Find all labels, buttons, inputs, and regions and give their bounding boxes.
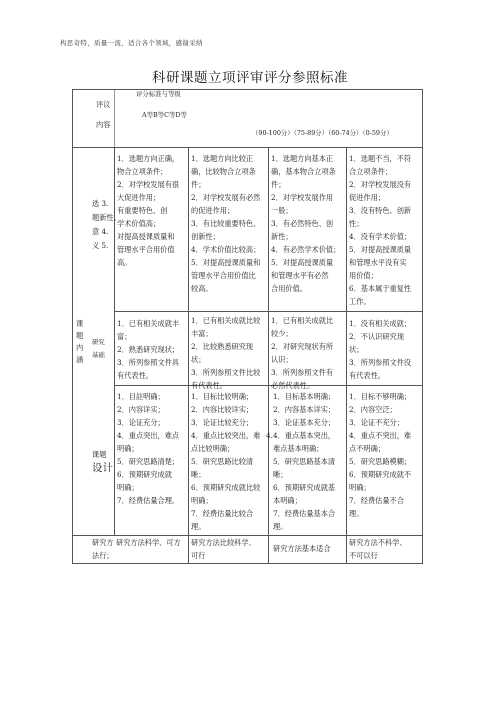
header-note: 构思奇特，质量一流，适合各个领域，感谢采纳 <box>60 39 203 47</box>
cell-foundation-a: 1．已有相关成就丰 富； 2．熟悉研究现状； 3．所列参照文件具 有代表性。 <box>117 319 180 380</box>
cell-design-c: 1．目标基本明确； 2．内容基本详实； 3．论证基本充分； 4．重点基本突出， 难点基本明确； 5．研究思路基本清 晰； 6．预期研究成就基 本明确； 7．经费估量基本合 理。 <box>273 392 336 531</box>
cell-design-c-overlap: 4. <box>266 431 273 440</box>
header-grades: A等B等C等D等 <box>142 111 187 119</box>
cell-method-d: 研究方法不科学、 不可以行 <box>349 538 407 560</box>
page-title: 科研课题立项评审评分参照标准 <box>152 70 348 86</box>
cell-design-b: 1．目标比较明确； 2．内容比较详实； 3．论证比较充分； 4．重点比较突出，难 点比较明确； 5．研究思路比较清 晰； 6．预期研究成就比较 明确； 7．经费估量比较合 理。 <box>191 392 261 531</box>
cell-topic-c: 1．选题方向基本正 确，基本物合立项条 件； 2．对学校发展作用 一般； 3．有必然特色、创 新性； 4．有必然学术价值； 5．对提高授课质量 和管理水平有必然 合用价值。 <box>271 154 341 293</box>
row-label-design: 课题 设计 <box>92 450 113 474</box>
row-label-method: 研究方法行； <box>92 538 114 560</box>
cell-design-d: 1．目标不够明确； 2．内容空泛； 3．论证不充分； 4．重点不突出，难 点不明确； 5．研究思路模糊； 6．预期研究成就不 明确； 7．经费估量不合 理。 <box>349 392 412 518</box>
cell-method-b: 研究方法比较科学、 可行 <box>191 538 256 560</box>
header-diag-top: 评议 <box>96 100 111 109</box>
cell-foundation-b: 1．已有相关成就比较 丰富； 2．比较熟悉研究现 状； 3．所列参照文件比较 有代表性。 <box>191 316 261 390</box>
header-ranges: （90-100分）（75-89分）（60-74分）（0-59分） <box>252 129 393 137</box>
row-label-topic: 选 3. 题新性、 意 4. 义 5. <box>92 199 121 250</box>
cell-method-c: 研究方法基本适合 <box>273 544 331 553</box>
cell-design-a: 1．目註明确； 2．内容详实； 3．论证充分； 4．重点突出，难点 明确； 5．研究思路清楚； 6．预期研究成就 明确； 7．经费估量合理。 <box>117 392 180 505</box>
header-diag-bottom: 内容 <box>96 120 111 129</box>
cell-foundation-d: 1．没有相关成就； 2．不认识研究现 状； 3．所列参照文件没 有代表性。 <box>349 319 412 380</box>
cell-method-a: 研究方法科学、可方 <box>116 538 181 547</box>
cell-topic-b: 1．选题方向比较正 确，比较物合立项条 件； 2．对学校发展有必然 的促进作用； 3．有比较重要特色、 创新性； 4．学术价值比较高； 5．对提高授课质量和 管理水平合用价值比 较高。 <box>191 154 261 293</box>
cell-topic-d: 1．选题不当，不符 合立项条件； 2．对学校发展没有 促进作用； 3．没有特色、创新 性； 4．没有学术价值； 5．对提高授课质量 和管理水平没有实 用价值； 6．基本属于重复性 工作。 <box>349 154 412 306</box>
cell-topic-a: 1．选题方向正确， 物合立项条件； 2．对学校发展有很 大促进作用； 有重要特色、创 学术价值高； 对提高授课质量和 管理水平合用价值 高。 <box>117 154 180 267</box>
cell-foundation-c: 1．已有相关成就比 较少； 2．对研究现状有所 认识； 3．所列参照文件有 必然代表性。 <box>271 316 334 390</box>
header-standard: 评分标准与等级 <box>136 90 181 98</box>
row-group-label: 课 题 内 涵 <box>76 319 84 364</box>
row-label-foundation: 研究 基础 <box>92 338 105 359</box>
